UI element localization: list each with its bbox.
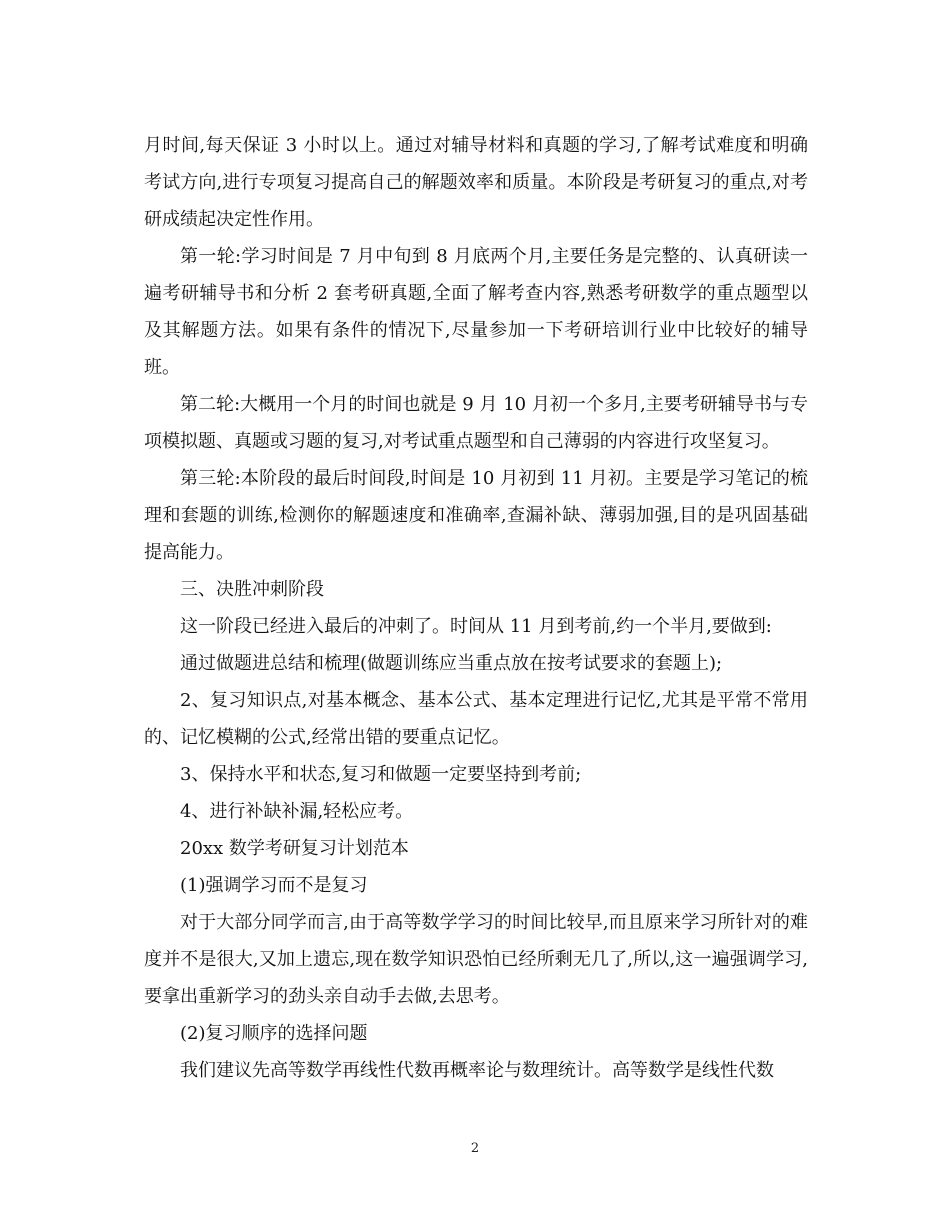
list-item-3: 3、保持水平和状态,复习和做题一定要坚持到考前;: [180, 764, 582, 785]
list-item-2: 2、复习知识点,对基本概念、基本公式、基本定理进行记忆,尤其是平常不常用的、记忆模糊的公式,经常出错的要重点记忆。: [144, 690, 808, 748]
paragraph-sprint-intro: 这一阶段已经进入最后的冲刺了。时间从 11 月到考前,约一个半月,要做到:: [180, 616, 772, 637]
list-item-4: 4、进行补缺补漏,轻松应考。: [180, 801, 414, 822]
section-heading-plan: 20xx 数学考研复习计划范本: [180, 838, 409, 859]
paragraph-continuation: 月时间,每天保证 3 小时以上。通过对辅导材料和真题的学习,了解考试难度和明确考试方向,进行专项复习提高自己的解题效率和质量。本阶段是考研复习的重点,对考研成绩起决定性作用。: [144, 135, 808, 230]
subheading-2: (2)复习顺序的选择问题: [180, 1023, 368, 1044]
paragraph-third-round: 第三轮:本阶段的最后时间段,时间是 10 月初到 11 月初。主要是学习笔记的梳理和套题的训练,检测你的解题速度和准确率,查漏补缺、薄弱加强,目的是巩固基础提高能力。: [144, 468, 808, 563]
section-heading-sprint: 三、决胜冲刺阶段: [180, 579, 324, 600]
paragraph-review-order: 我们建议先高等数学再线性代数再概率论与数理统计。高等数学是线性代数: [180, 1060, 774, 1081]
paragraph-first-round: 第一轮:学习时间是 7 月中旬到 8 月底两个月,主要任务是完整的、认真研读一遍考研辅导书和分析 2 套考研真题,全面了解考查内容,熟悉考研数学的重点题型以及其解题方法。如果有条件的情况下,尽量参加一下考研培训行业中比较好的辅导班。: [144, 246, 808, 378]
paragraph-second-round: 第二轮:大概用一个月的时间也就是 9 月 10 月初一个多月,主要考研辅导书与专项模拟题、真题或习题的复习,对考试重点题型和自己薄弱的内容进行攻坚复习。: [144, 394, 808, 452]
page-number: 2: [470, 1141, 480, 1156]
subheading-1: (1)强调学习而不是复习: [180, 875, 368, 896]
paragraph-study-emphasis: 对于大部分同学而言,由于高等数学学习的时间比较早,而且原来学习所针对的难度并不是很大,又加上遗忘,现在数学知识恐怕已经所剩无几了,所以,这一遍强调学习,要拿出重新学习的劲头亲自动手去做,去思考。: [144, 912, 808, 1007]
list-item-1: 通过做题进总结和梳理(做题训练应当重点放在按考试要求的套题上);: [180, 653, 723, 674]
document-body: [144, 127, 808, 1089]
